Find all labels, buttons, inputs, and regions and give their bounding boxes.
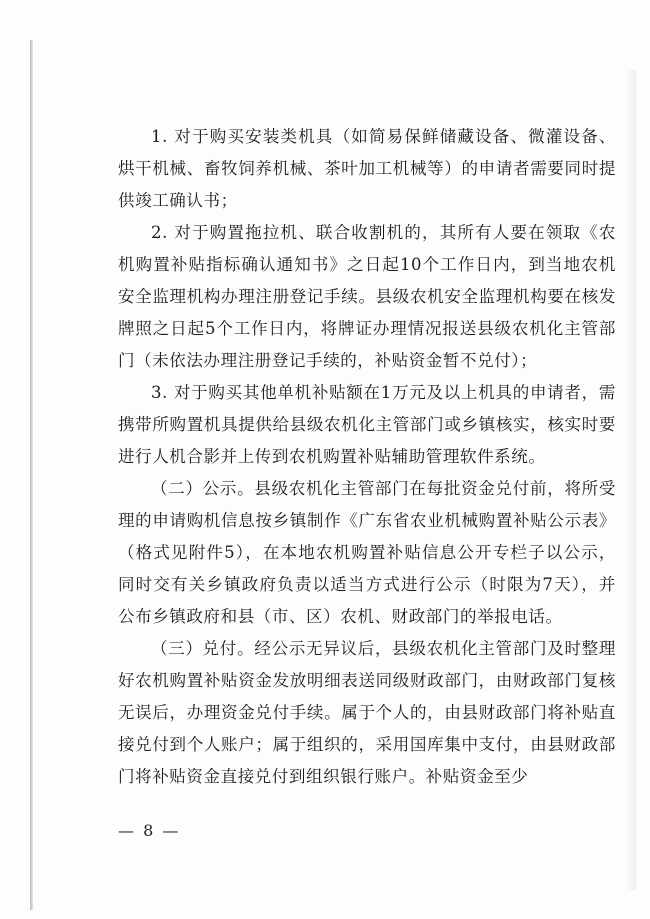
binding-edge — [30, 40, 33, 910]
page-shadow — [626, 70, 636, 890]
paragraph-payment: （三）兑付。经公示无异议后，县级农机化主管部门及时整理好农机购置补贴资金发放明细表送同级财政部门，由财政部门复核无误后，办理资金兑付手续。属于个人的，由县财政部门将补贴直接兑付到个人账户；属于组织的，采用国库集中支付，由县财政部门将补贴资金直接兑付到组织银行账户。补贴资金至少 — [118, 639, 616, 786]
page-number: — 8 — — [118, 821, 181, 840]
paragraph-other-machinery: 3. 对于购买其他单机补贴额在1万元及以上机具的申请者，需携带所购置机具提供给县级农机化主管部门或乡镇核实，核实时要进行人机合影并上传到农机购置补贴辅助管理软件系统。 — [118, 383, 616, 466]
paragraph-installation-equipment: 1. 对于购买安装类机具（如简易保鲜储藏设备、微灌设备、烘干机械、畜牧饲养机械、茶叶加工机械等）的申请者需要同时提供竣工确认书； — [118, 127, 616, 210]
body-text — [118, 121, 616, 793]
paragraph-public-notice: （二）公示。县级农机化主管部门在每批资金兑付前，将所受理的申请购机信息按乡镇制作《广东省农业机械购置补贴公示表》（格式见附件5），在本地农机购置补贴信息公开专栏子以公示，同时交有关乡镇政府负责以适当方式进行公示（时限为7天），并公布乡镇政府和县（市、区）农机、财政部门的举报电话。 — [118, 479, 616, 626]
paragraph-tractor-registration: 2. 对于购置拖拉机、联合收割机的，其所有人要在领取《农机购置补贴指标确认通知书》之日起10个工作日内，到当地农机安全监理机构办理注册登记手续。县级农机安全监理机构要在核发牌照之日起5个工作日内，将牌证办理情况报送县级农机化主管部门（未依法办理注册登记手续的，补贴资金暂不兑付）； — [118, 223, 616, 370]
